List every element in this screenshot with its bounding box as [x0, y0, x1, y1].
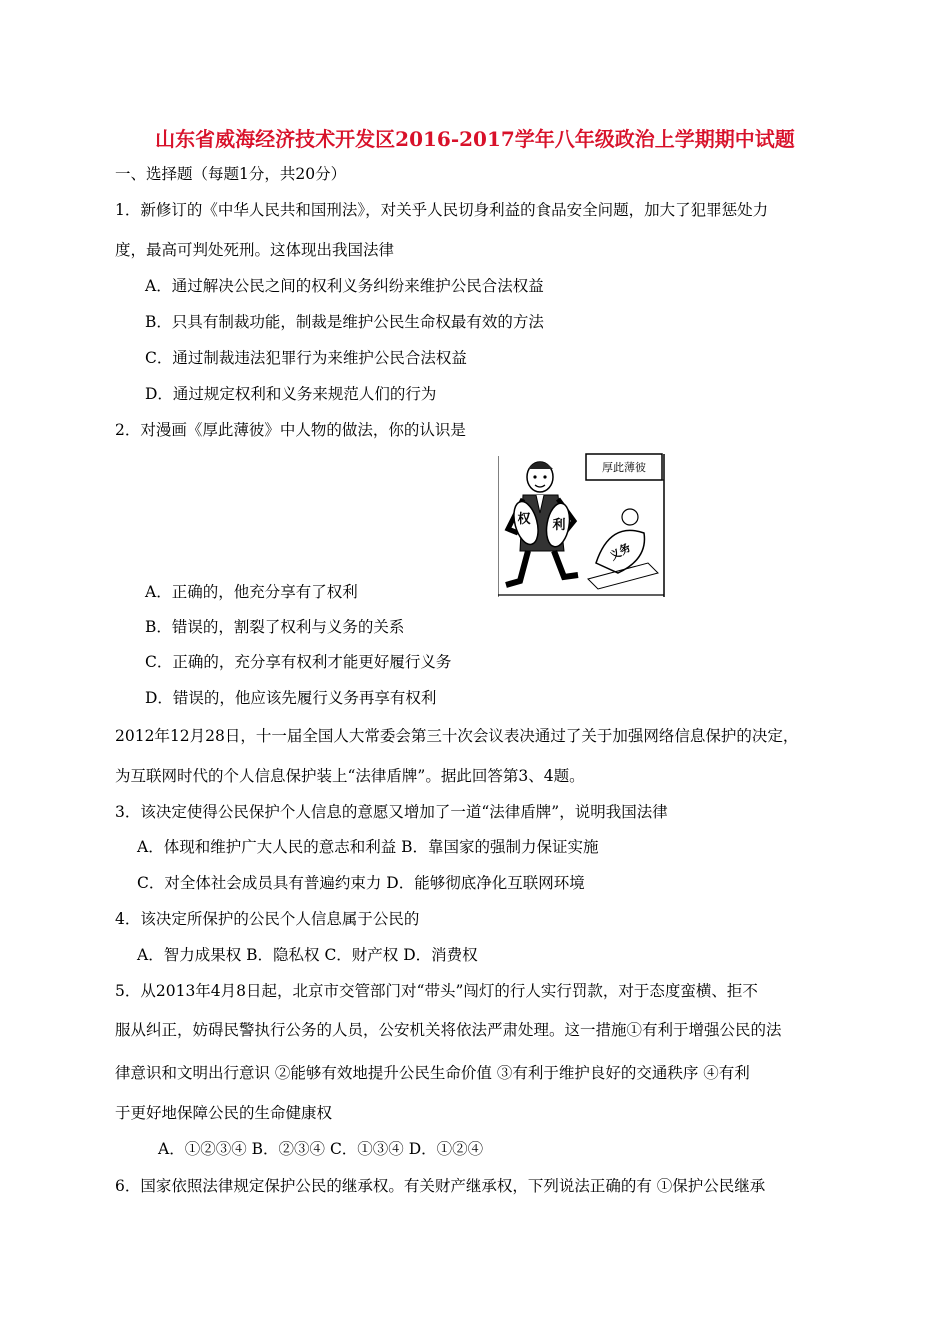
document-title: 山东省威海经济技术开发区2016-2017学年八年级政治上学期期中试题: [155, 127, 795, 151]
q1-stem-line2: 度，最高可判处死刑。这体现出我国法律: [115, 241, 395, 259]
q3-options-cd: C．对全体社会成员具有普遍约束力 D．能够彻底净化互联网环境: [137, 874, 585, 892]
q5-line4: 于更好地保障公民的生命健康权: [115, 1104, 333, 1122]
q2-option-d: D．错误的，他应该先履行义务再享有权利: [145, 689, 437, 707]
cartoon-image: [498, 451, 666, 597]
q1-option-d: D．通过规定权利和义务来规范人们的行为: [145, 385, 437, 403]
passage-line2: 为互联网时代的个人信息保护装上“法律盾牌”。据此回答第3、4题。: [115, 767, 585, 785]
q2-stem: 2．对漫画《厚此薄彼》中人物的做法，你的认识是: [115, 421, 466, 439]
q4-options: A．智力成果权 B．隐私权 C．财产权 D．消费权: [137, 946, 478, 964]
passage-line1: 2012年12月28日，十一届全国人大常委会第三十次会议表决通过了关于加强网络信息保护的决定，: [115, 727, 799, 745]
q1-option-a: A．通过解决公民之间的权利义务纠纷来维护公民合法权益: [145, 277, 544, 295]
q5-line1: 5．从2013年4月8日起，北京市交管部门对“带头”闯灯的行人实行罚款，对于态度蛮横、拒不: [115, 982, 758, 1000]
cartoon-left-char2: 利: [552, 518, 566, 533]
q3-options-ab: A．体现和维护广大人民的意志和利益 B．靠国家的强制力保证实施: [137, 838, 599, 856]
q5-line2: 服从纠正，妨碍民警执行公务的人员，公安机关将依法严肃处理。这一措施①有利于增强公民的法: [115, 1021, 782, 1039]
cartoon-caption: 厚此薄彼: [602, 461, 646, 474]
cartoon-left-char1: 权: [517, 512, 531, 527]
q2-option-b: B．错误的，割裂了权利与义务的关系: [145, 618, 405, 636]
q5-options: A．①②③④ B．②③④ C．①③④ D．①②④: [158, 1140, 484, 1158]
q3-stem: 3．该决定使得公民保护个人信息的意愿又增加了一道“法律盾牌”，说明我国法律: [115, 803, 668, 821]
q4-stem: 4．该决定所保护的公民个人信息属于公民的: [115, 910, 420, 928]
q2-option-c: C．正确的，充分享有权利才能更好履行义务: [145, 653, 452, 671]
section-heading: 一、选择题（每题1分，共20分）: [115, 165, 347, 183]
q6-line1: 6．国家依照法律规定保护公民的继承权。有关财产继承权，下列说法正确的有 ①保护公民继承: [115, 1177, 766, 1195]
q2-option-a: A．正确的，他充分享有了权利: [145, 583, 358, 601]
cartoon-bag-text: 义务: [607, 540, 634, 564]
q1-option-c: C．通过制裁违法犯罪行为来维护公民合法权益: [145, 349, 467, 367]
q1-option-b: B．只具有制裁功能，制裁是维护公民生命权最有效的方法: [145, 313, 544, 331]
q1-stem-line1: 1．新修订的《中华人民共和国刑法》，对关乎人民切身利益的食品安全问题，加大了犯罪惩处力: [115, 201, 769, 219]
q5-line3: 律意识和文明出行意识 ②能够有效地提升公民生命价值 ③有利于维护良好的交通秩序 ④有利: [115, 1064, 750, 1082]
